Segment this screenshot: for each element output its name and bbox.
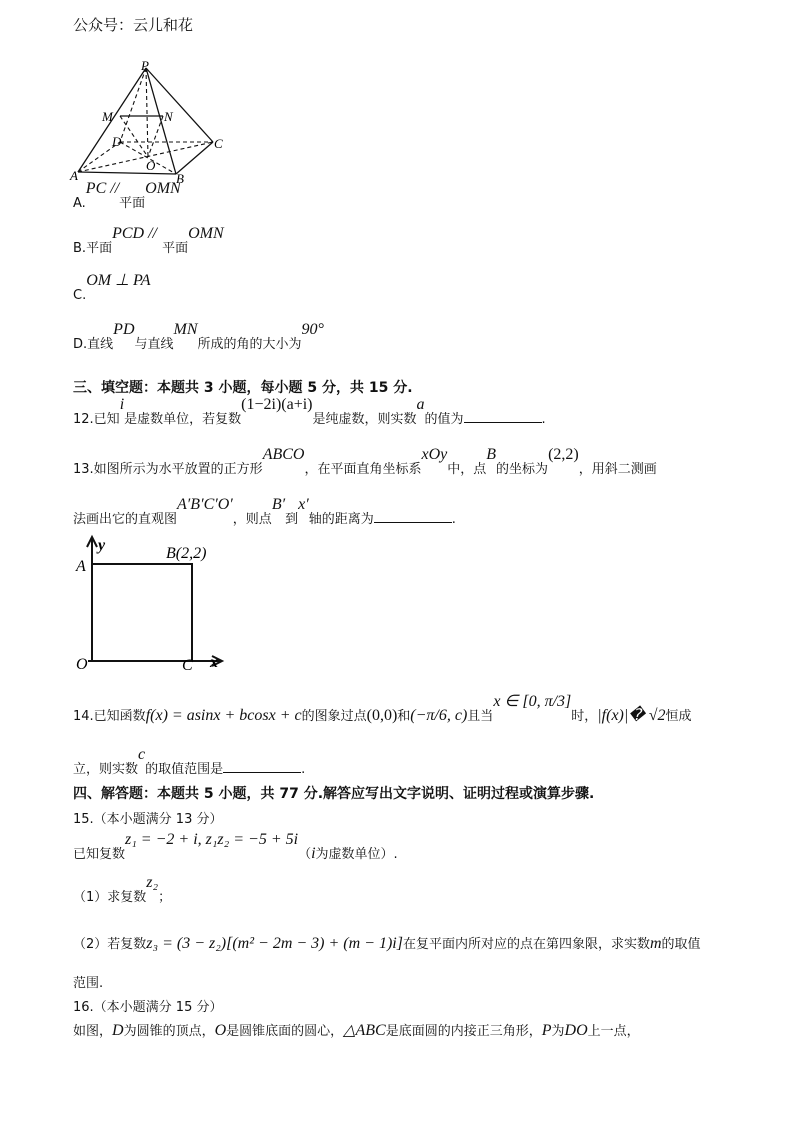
question-16-stem: 如图，D为圆锥的顶点，O是圆锥底面的圆心，△ABC是底面圆的内接正三角形，P为DO上一点， [73,1022,640,1039]
point-a-label: A [76,558,86,575]
question-15-part1: （1）求复数z₂； [73,874,172,905]
option-c: C.OM ⊥ PA [73,272,151,303]
axis-x-label: x [210,654,218,671]
option-b: B.平面PCD // 平面OMN [73,225,224,256]
option-a: A.PC //平面OMN [73,180,181,211]
question-15-part2-cont: 范围. [73,976,104,991]
label-p: P [141,60,149,73]
label-n: N [164,109,173,124]
q14-blank[interactable] [223,760,301,773]
question-14-line1: 14.已知函数f(x) = asinx + bcosx + c的图象过点(0,0)和(−π/6, c)且当x ∈ [0, π/3]时，|f(x)|� √2恒成 [73,693,692,724]
question-15-head: 15.（本小题满分 13 分） [73,812,223,827]
label-m: M [102,109,113,124]
question-14-line2: 立，则实数c的取值范围是 . [73,746,306,777]
question-13-line2: 法画出它的直观图A′B′C′O′，则点B′到x′轴的距离为 . [73,496,456,527]
question-12: 12.已知i是虚数单位，若复数(1−2i)(a+i)是纯虚数，则实数a的值为 . [73,396,546,427]
label-o: O [146,158,156,173]
label-a: A [70,168,78,183]
question-15-stem: 已知复数z₁ = −2 + i, z₁z₂ = −5 + 5i（i为虚数单位）. [73,831,398,862]
option-d: D.直线PD与直线MN所成的角的大小为90° [73,321,324,352]
point-c-label: C [182,657,193,673]
origin-label: O [76,656,88,673]
section4-title: 四、解答题：本题共 5 小题，共 77 分.解答应写出文字说明、证明过程或演算步骤. [73,786,595,802]
q12-blank[interactable] [464,410,542,423]
axis-y-label: y [98,537,106,554]
pyramid-figure [68,60,238,185]
question-16-head: 16.（本小题满分 15 分） [73,1000,223,1015]
question-15-part2: （2）若复数z₃ = (3 − z₂)[(m² − 2m − 3) + (m − 1)i]在复平面内所对应的点在第四象限，求实数m的取值 [73,935,701,952]
q13-blank[interactable] [374,510,452,523]
square-figure [70,533,235,673]
header-text: 公众号：云儿和花 [73,16,194,34]
point-b-label: B(2,2) [166,545,207,562]
section3-title: 三、填空题：本题共 3 小题，每小题 5 分，共 15 分. [73,380,413,396]
question-13-line1: 13.如图所示为水平放置的正方形ABCO，在平面直角坐标系xOy中，点B的坐标为(2,2)，用斜二测画 [73,446,657,477]
label-b: B [176,171,184,185]
label-d: D [112,134,122,149]
label-c: C [214,136,223,151]
